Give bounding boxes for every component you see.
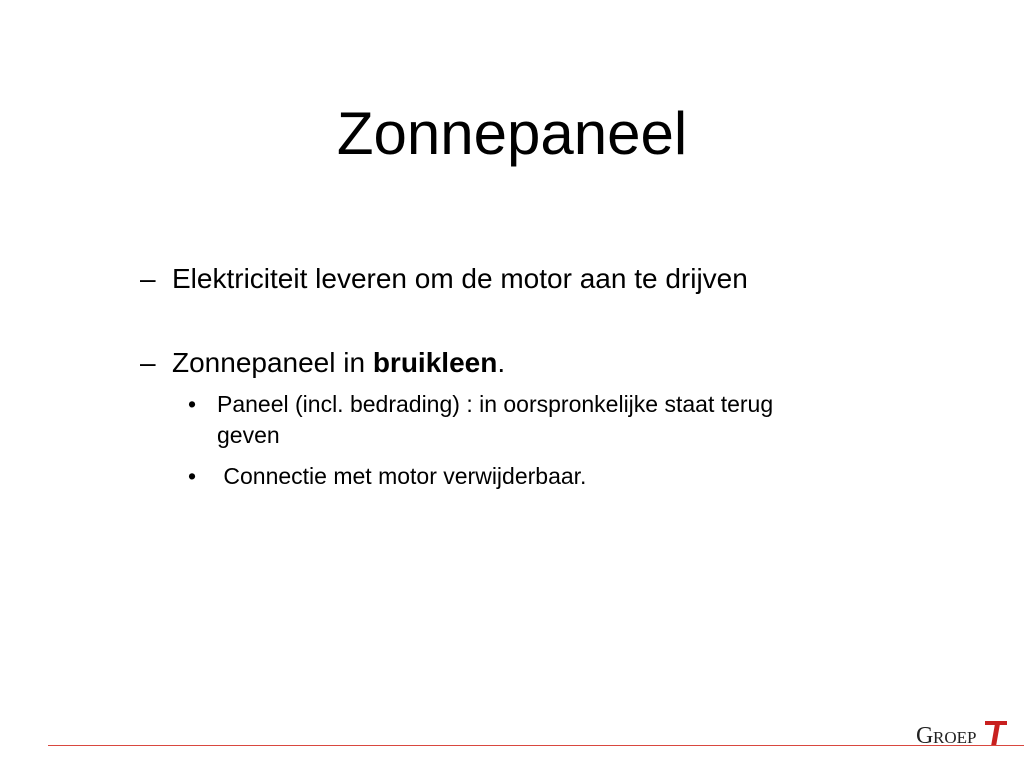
- bullet-item: [140, 260, 840, 297]
- svg-text:G: G: [916, 723, 934, 748]
- sub-bullet-item: [140, 389, 840, 451]
- sub-bullet-item: [140, 461, 840, 492]
- bullet-bold-text: bruikleen: [372, 347, 498, 378]
- bullet-marker: •: [188, 463, 197, 489]
- bullet-text-end: .: [497, 347, 506, 378]
- dash-marker: –: [140, 263, 156, 294]
- bullet-text: Zonnepaneel in: [172, 347, 373, 378]
- groep-t-logo: [914, 718, 1010, 748]
- bullet-marker: •: [188, 391, 197, 417]
- svg-text:ROEP: ROEP: [933, 728, 977, 747]
- dash-marker: –: [140, 347, 156, 378]
- bullet-text: Elektriciteit leveren om de motor aan te drijven: [172, 263, 748, 294]
- bullet-item: [140, 344, 840, 381]
- sub-bullet-text: Connectie met motor verwijderbaar.: [217, 463, 587, 489]
- slide-title: Zonnepaneel: [336, 100, 688, 167]
- slide-body: [140, 260, 840, 492]
- sub-bullet-text: Paneel (incl. bedrading) : in oorspronkelijke staat terug geven: [217, 391, 774, 448]
- footer-divider: [48, 745, 1024, 746]
